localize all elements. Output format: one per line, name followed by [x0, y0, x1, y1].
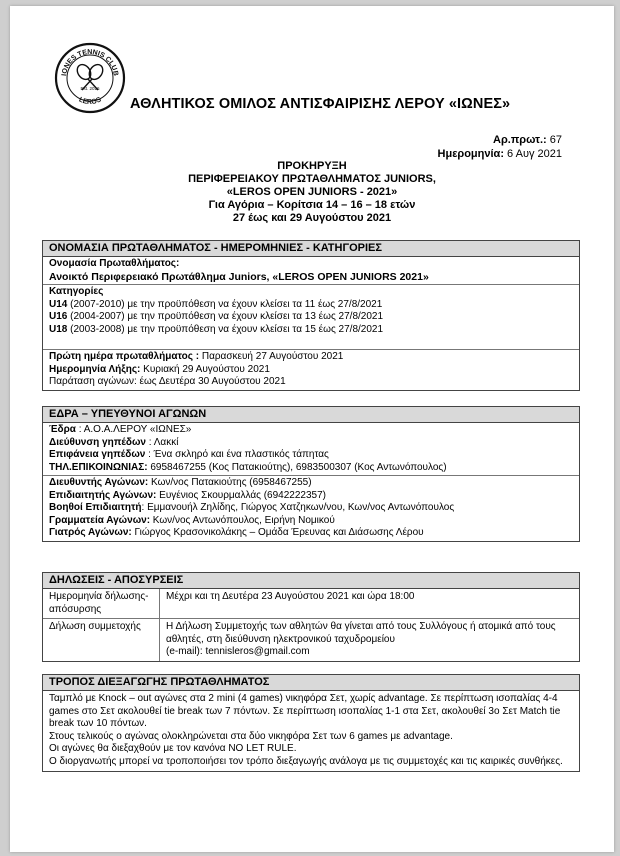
club-title: ΑΘΛΗΤΙΚΟΣ ΟΜΙΛΟΣ ΑΝΤΙΣΦΑΙΡΙΣΗΣ ΛΕΡΟΥ «ΙΩΝΕΣ»: [130, 96, 511, 112]
logo-ring-text-bottom: LEROS: [77, 96, 103, 107]
logo-year: Est. 2016: [80, 86, 100, 91]
championship-name: Ονομασία Πρωταθλήματος: Ανοικτό Περιφερειακό Πρωτάθλημα Juniors, «LEROS OPEN JUNIORS 2021»: [43, 257, 579, 285]
category-row: U18 (2003-2008) με την προϋπόθεση να έχουν κλείσει τα 15 έως 27/8/2021: [49, 323, 384, 335]
dates: Πρώτη ημέρα πρωταθλήματος : Παρασκευή 27 Αυγούστου 2021 Ημερομηνία Λήξης: Κυριακή 29 Αυγούστου 2021 Παράταση αγώνων: έως Δευτέρα 30 Αυγούστου 2021: [49, 351, 344, 387]
contact-email: (e-mail): tennisleros@gmail.com: [166, 646, 310, 657]
table-row: Δήλωση συμμετοχής Η Δήλωση Συμμετοχής των αθλητών θα γίνεται από τους Συλλόγους ή ατομικά από τους αθλητές, στη διεύθυνση ηλεκτρονικού ταχυδρομείου (e-mail): tennisleros@gmail.com: [43, 619, 579, 661]
categories: Κατηγορίες U14 (2007-2010) με την προϋπόθεση να έχουν κλείσει τα 11 έως 27/8/2021 U16 (2004-2007) με την προϋπόθεση να έχουν κλείσει τα 13 έως 27/8/2021 U18 (2003-2008) με την προϋπόθεση να έχουν κλείσει τα 15 έως 27/8/2021: [43, 285, 579, 350]
table-row: Ημερομηνία δήλωσης-απόσυρσης Μέχρι και τη Δευτέρα 23 Αυγούστου 2021 και ώρα 18:00: [43, 589, 579, 619]
format-text: Ταμπλό με Knock – out αγώνες στα 2 mini (4 games) νικηφόρα Σετ, χωρίς advantage. Σε περίπτωση ισοπαλίας 4-4 games στο Σετ ακολουθεί tie break των 7 πόντων. Σε περίπτωση ισοπαλίας 1-1 στα Σετ, ακολουθεί 3ο Σετ Match tie break των 10 πόντων. Στους τελικούς ο αγώνας ολοκληρώνεται στα δύο νικηφόρα Σετ των 6 games με advantage. Οι αγώνες θα διεξαχθούν με τον κανόνα NO LET RULE. Ο διοργανωτής μπορεί να τροποποιήσει τον τρόπο διεξαγωγής ανάλογα με τις συμμετοχές και τις καιρικές συνθήκες.: [49, 693, 563, 767]
section-header: ΔΗΛΩΣΕΙΣ - ΑΠΟΣΥΡΣΕΙΣ: [43, 573, 579, 589]
document-page: [10, 6, 614, 852]
category-row: U16 (2004-2007) με την προϋπόθεση να έχουν κλείσει τα 13 έως 27/8/2021: [49, 311, 384, 322]
section-header: ΟΝΟΜΑΣΙΑ ΠΡΩΤΑΘΛΗΜΑΤΟΣ - ΗΜΕΡΟΜΗΝΙΕΣ - ΚΑΤΗΓΟΡΙΕΣ: [43, 241, 579, 257]
section-championship-info: [42, 240, 580, 391]
category-row: U14 (2007-2010) με την προϋπόθεση να έχουν κλείσει τα 11 έως 27/8/2021: [49, 298, 383, 310]
section-tournament-format: [42, 674, 580, 772]
announcement-heading: ΠΡΟΚΗΡΥΞΗ ΠΕΡΙΦΕΡΕΙΑΚΟΥ ΠΡΩΤΑΘΛΗΜΑΤΟΣ JUNIORS, «LEROS OPEN JUNIORS - 2021» Για Αγόρια – Κορίτσια 14 – 16 – 18 ετών 27 έως και 29 Αυγούστου 2021: [188, 160, 436, 224]
entries-table: [43, 589, 579, 661]
club-logo: [54, 42, 126, 114]
officials-info: Διευθυντής Αγώνων: Κων/νος Πατακιούτης (6958467255) Επιδιαιτητής Αγώνων: Ευγένιος Σκουρμαλλάς (6942222357) Βοηθοί Επιδιαιτητή: Εμμανουήλ Ζηλίδης, Γιώργος Χατζηκων/νου, Κων/νος Αντωνόπουλος Γραμματεία Αγώνων: Κων/νος Αντωνόπουλος, Ειρήνη Νομικού Γιατρός Αγώνων: Γιώργος Κρασονικολάκης – Ομάδα Έρευνας και Διάσωσης Λέρου: [49, 477, 455, 538]
section-header: ΕΔΡΑ – ΥΠΕΥΘΥΝΟΙ ΑΓΩΝΩΝ: [43, 407, 579, 423]
venue-info: Έδρα : Α.Ο.Α.ΛΕΡΟΥ «ΙΩΝΕΣ» Διεύθυνση γηπέδων : Λακκί Επιφάνεια γηπέδων : Ένα σκληρό και ένα πλαστικός τάπητας ΤΗΛ.ΕΠΙΚΟΙΝΩΝΙΑΣ: 6958467255 (Κος Πατακιούτης), 6983500307 (Κος Αντωνόπουλος): [43, 423, 579, 476]
logo-ring-text-top: IONES TENNIS CLUB: [61, 48, 119, 77]
section-entries-withdrawals: [42, 572, 580, 662]
section-venue-officials: [42, 406, 580, 542]
protocol-number: Αρ.πρωτ.: 67: [493, 134, 562, 146]
document-date: Ημερομηνία: 6 Αυγ 2021: [437, 148, 562, 160]
section-header: ΤΡΟΠΟΣ ΔΙΕΞΑΓΩΓΗΣ ΠΡΩΤΑΘΛΗΜΑΤΟΣ: [43, 675, 579, 691]
